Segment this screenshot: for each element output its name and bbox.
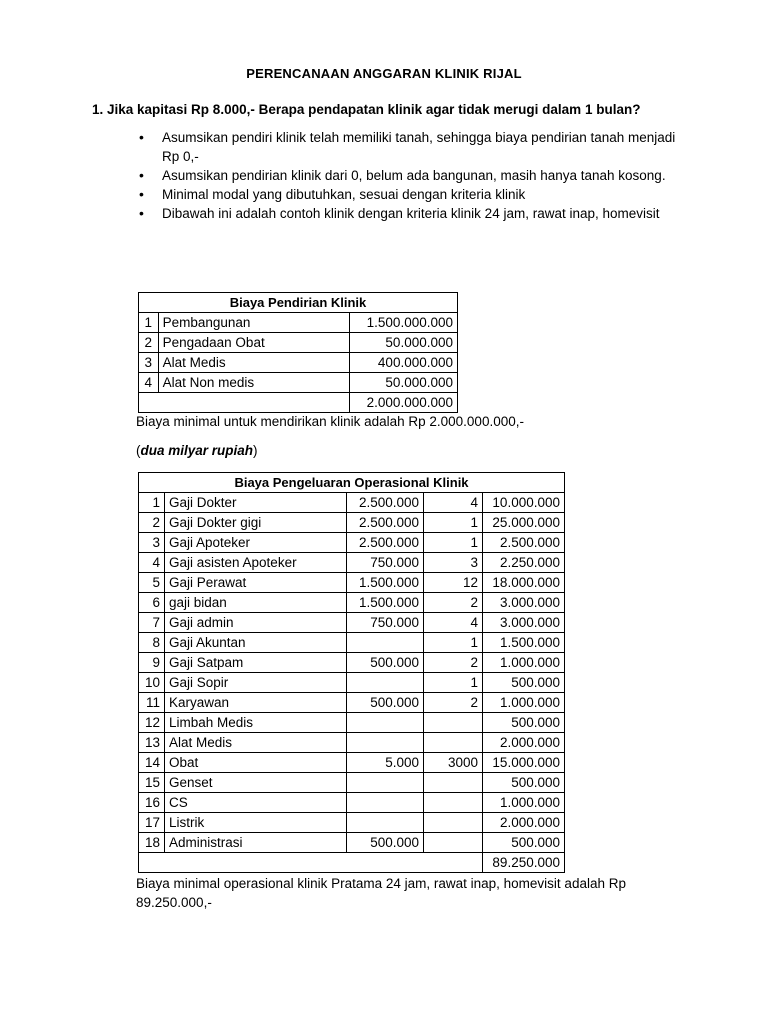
unit-cost: 2.500.000 [347, 533, 424, 553]
table-row [139, 573, 565, 593]
item-name: Gaji admin [165, 613, 347, 633]
line-total: 10.000.000 [483, 493, 565, 513]
line-total: 500.000 [483, 773, 565, 793]
item-name: Pengadaan Obat [158, 333, 349, 353]
row-number: 5 [139, 573, 165, 593]
table-row [139, 553, 565, 573]
unit-cost [347, 813, 424, 833]
quantity: 2 [424, 653, 483, 673]
item-name: Gaji Dokter [165, 493, 347, 513]
table-row [139, 833, 565, 853]
establishment-cost-note: Biaya minimal untuk mendirikan klinik adalah Rp 2.000.000.000,- [136, 414, 524, 429]
establishment-cost-table [138, 292, 458, 413]
quantity: 2 [424, 593, 483, 613]
table-row [139, 313, 458, 333]
table-row [139, 513, 565, 533]
total-row [139, 853, 565, 873]
quantity: 1 [424, 533, 483, 553]
unit-cost: 750.000 [347, 553, 424, 573]
blank-cell [139, 853, 483, 873]
table-row [139, 653, 565, 673]
row-number: 2 [139, 333, 159, 353]
line-total: 1.500.000 [483, 633, 565, 653]
row-number: 2 [139, 513, 165, 533]
table-row [139, 633, 565, 653]
unit-cost: 500.000 [347, 833, 424, 853]
grand-total: 89.250.000 [483, 853, 565, 873]
total-amount: 2.000.000.000 [349, 393, 457, 413]
item-name: Alat Medis [165, 733, 347, 753]
paren-open: ( [136, 443, 141, 458]
total-row [139, 393, 458, 413]
list-item: • Minimal modal yang dibutuhkan, sesuai dengan kriteria klinik [136, 185, 676, 204]
row-number: 1 [139, 493, 165, 513]
item-amount: 1.500.000.000 [349, 313, 457, 333]
line-total: 2.000.000 [483, 733, 565, 753]
item-name: Pembangunan [158, 313, 349, 333]
unit-cost: 5.000 [347, 753, 424, 773]
row-number: 18 [139, 833, 165, 853]
row-number: 10 [139, 673, 165, 693]
unit-cost [347, 793, 424, 813]
row-number: 7 [139, 613, 165, 633]
list-item: • Dibawah ini adalah contoh klinik dengan kriteria klinik 24 jam, rawat inap, homevisit [136, 204, 676, 223]
line-total: 3.000.000 [483, 613, 565, 633]
table-row [139, 333, 458, 353]
quantity: 4 [424, 613, 483, 633]
table-header: Biaya Pengeluaran Operasional Klinik [139, 473, 565, 493]
table-row [139, 533, 565, 553]
unit-cost [347, 633, 424, 653]
row-number: 6 [139, 593, 165, 613]
item-name: Gaji asisten Apoteker [165, 553, 347, 573]
row-number: 3 [139, 353, 159, 373]
table-row [139, 613, 565, 633]
item-name: Listrik [165, 813, 347, 833]
table-row [139, 353, 458, 373]
row-number: 3 [139, 533, 165, 553]
item-amount: 50.000.000 [349, 333, 457, 353]
unit-cost [347, 713, 424, 733]
line-total: 2.000.000 [483, 813, 565, 833]
table-header: Biaya Pendirian Klinik [139, 293, 458, 313]
operational-cost-note: Biaya minimal operasional klinik Pratama 24 jam, rawat inap, homevisit adalah Rp 89.250.000,- [136, 876, 626, 910]
row-number: 11 [139, 693, 165, 713]
row-number: 14 [139, 753, 165, 773]
quantity [424, 773, 483, 793]
item-name: Gaji Akuntan [165, 633, 347, 653]
table-row [139, 593, 565, 613]
amount-in-words [136, 441, 258, 460]
item-name: Genset [165, 773, 347, 793]
quantity: 1 [424, 673, 483, 693]
line-total: 1.000.000 [483, 653, 565, 673]
item-name: Gaji Satpam [165, 653, 347, 673]
row-number: 4 [139, 553, 165, 573]
quantity: 4 [424, 493, 483, 513]
list-item: • Asumsikan pendiri klinik telah memiliki tanah, sehingga biaya pendirian tanah menjadi Rp 0,- [136, 128, 676, 166]
item-name: Gaji Apoteker [165, 533, 347, 553]
item-amount: 400.000.000 [349, 353, 457, 373]
row-number: 1 [139, 313, 159, 333]
quantity [424, 833, 483, 853]
unit-cost: 1.500.000 [347, 573, 424, 593]
quantity [424, 813, 483, 833]
item-name: Gaji Sopir [165, 673, 347, 693]
unit-cost: 500.000 [347, 693, 424, 713]
unit-cost [347, 773, 424, 793]
table-row [139, 493, 565, 513]
table-row [139, 733, 565, 753]
item-name: Administrasi [165, 833, 347, 853]
line-total: 500.000 [483, 833, 565, 853]
row-number: 13 [139, 733, 165, 753]
quantity: 3000 [424, 753, 483, 773]
row-number: 12 [139, 713, 165, 733]
item-name: Karyawan [165, 693, 347, 713]
item-name: Alat Medis [158, 353, 349, 373]
line-total: 2.500.000 [483, 533, 565, 553]
unit-cost: 500.000 [347, 653, 424, 673]
row-number: 15 [139, 773, 165, 793]
item-name: Gaji Perawat [165, 573, 347, 593]
line-total: 1.000.000 [483, 793, 565, 813]
table-row [139, 813, 565, 833]
quantity: 1 [424, 633, 483, 653]
line-total: 2.250.000 [483, 553, 565, 573]
item-name: CS [165, 793, 347, 813]
paren-close: ) [253, 443, 258, 458]
item-name: Limbah Medis [165, 713, 347, 733]
line-total: 18.000.000 [483, 573, 565, 593]
unit-cost: 2.500.000 [347, 513, 424, 533]
assumption-list [136, 128, 676, 223]
table-row [139, 693, 565, 713]
line-total: 500.000 [483, 713, 565, 733]
quantity: 3 [424, 553, 483, 573]
page-title: PERENCANAAN ANGGARAN KLINIK RIJAL [246, 66, 522, 81]
operational-cost-table [138, 472, 565, 873]
table-row [139, 713, 565, 733]
line-total: 500.000 [483, 673, 565, 693]
item-amount: 50.000.000 [349, 373, 457, 393]
row-number: 16 [139, 793, 165, 813]
quantity [424, 733, 483, 753]
question-heading: 1. Jika kapitasi Rp 8.000,- Berapa pendapatan klinik agar tidak merugi dalam 1 bulan? [92, 102, 641, 117]
table-row [139, 773, 565, 793]
table-row [139, 793, 565, 813]
quantity [424, 713, 483, 733]
table-row [139, 373, 458, 393]
unit-cost: 2.500.000 [347, 493, 424, 513]
quantity: 1 [424, 513, 483, 533]
blank-cell [139, 393, 350, 413]
item-name: Obat [165, 753, 347, 773]
amount-words-text: dua milyar rupiah [140, 443, 254, 458]
item-name: Gaji Dokter gigi [165, 513, 347, 533]
item-name: Alat Non medis [158, 373, 349, 393]
quantity: 12 [424, 573, 483, 593]
item-name: gaji bidan [165, 593, 347, 613]
unit-cost [347, 733, 424, 753]
line-total: 3.000.000 [483, 593, 565, 613]
row-number: 4 [139, 373, 159, 393]
list-item: • Asumsikan pendirian klinik dari 0, belum ada bangunan, masih hanya tanah kosong. [136, 166, 676, 185]
line-total: 25.000.000 [483, 513, 565, 533]
unit-cost: 1.500.000 [347, 593, 424, 613]
table-row [139, 753, 565, 773]
row-number: 9 [139, 653, 165, 673]
row-number: 8 [139, 633, 165, 653]
unit-cost: 750.000 [347, 613, 424, 633]
line-total: 15.000.000 [483, 753, 565, 773]
quantity [424, 793, 483, 813]
row-number: 17 [139, 813, 165, 833]
unit-cost [347, 673, 424, 693]
quantity: 2 [424, 693, 483, 713]
table-row [139, 673, 565, 693]
line-total: 1.000.000 [483, 693, 565, 713]
